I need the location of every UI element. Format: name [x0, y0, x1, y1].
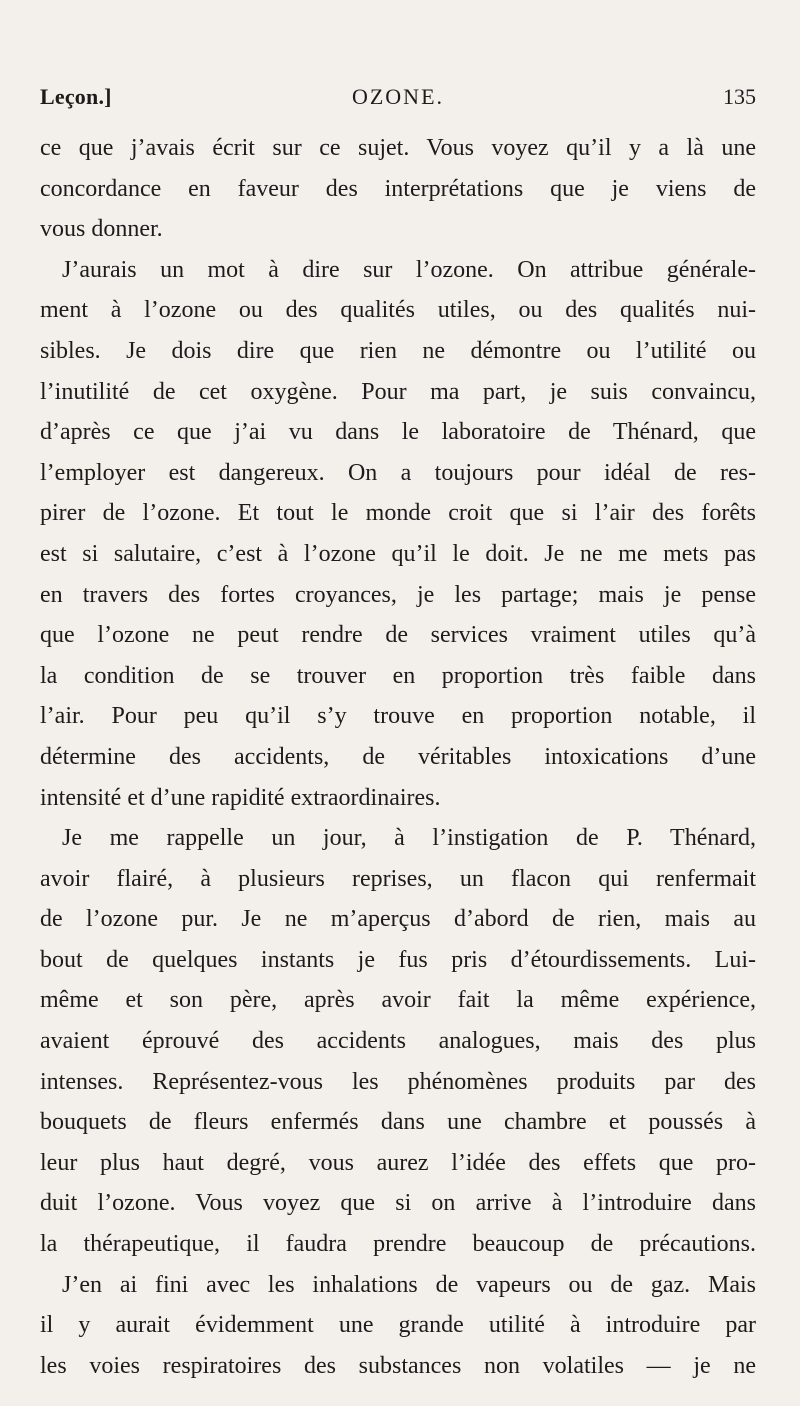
text-line: avaient éprouvé des accidents analogues, mais des plus — [40, 1028, 756, 1055]
text-line: bouquets de fleurs enfermés dans une chambre et poussés à — [40, 1109, 756, 1136]
text-line: Je me rappelle un jour, à l’instigation de P. Thénard, — [62, 825, 756, 852]
text-line: ce que j’avais écrit sur ce sujet. Vous voyez qu’il y a là une — [40, 135, 756, 161]
text-line: d’après ce que j’ai vu dans le laboratoire de Thénard, que — [40, 419, 756, 446]
text-line: pirer de l’ozone. Et tout le monde croit que si l’air des forêts — [40, 500, 756, 527]
text-line: l’inutilité de cet oxygène. Pour ma part, je suis convaincu, — [40, 378, 756, 405]
text-line: J’aurais un mot à dire sur l’ozone. On attribue générale- — [62, 256, 756, 283]
text-line: l’air. Pour peu qu’il s’y trouve en proportion notable, il — [40, 703, 756, 730]
text-line: la thérapeutique, il faudra prendre beaucoup de précautions. — [40, 1231, 756, 1258]
text-line: en travers des fortes croyances, je les partage; mais je pense — [40, 581, 756, 608]
text-line: les voies respiratoires des substances non volatiles — je ne — [40, 1352, 756, 1379]
text-line: détermine des accidents, de véritables intoxications d’une — [40, 743, 756, 770]
text-line: sibles. Je dois dire que rien ne démontre ou l’utilité ou — [40, 337, 756, 364]
header-title: OZONE. — [351, 84, 445, 109]
text-line: même et son père, après avoir fait la même expérience, — [40, 987, 756, 1014]
text-line: J’en ai fini avec les inhalations de vapeurs ou de gaz. Mais — [62, 1271, 756, 1298]
text-line: duit l’ozone. Vous voyez que si on arrive à l’introduire dans — [40, 1190, 756, 1217]
text-line: vous donner. — [40, 216, 163, 243]
header-lesson-label: Leçon.] — [40, 84, 112, 109]
text-line: ment à l’ozone ou des qualités utiles, ou des qualités nui- — [40, 297, 756, 324]
text-line: il y aurait évidemment une grande utilité à introduire par — [40, 1312, 756, 1339]
text-line: concordance en faveur des interprétations que je viens de — [40, 175, 756, 202]
text-line: bout de quelques instants je fus pris d’étourdissements. Lui- — [40, 946, 756, 973]
text-line: la condition de se trouver en proportion très faible dans — [40, 662, 756, 689]
page-number: 135 — [723, 84, 756, 109]
text-line: l’employer est dangereux. On a toujours pour idéal de res- — [40, 459, 756, 486]
text-line: est si salutaire, c’est à l’ozone qu’il le doit. Je ne me mets pas — [40, 540, 756, 567]
text-line: avoir flairé, à plusieurs reprises, un flacon qui renfermait — [40, 865, 756, 892]
text-line: de l’ozone pur. Je ne m’aperçus d’abord de rien, mais au — [40, 906, 756, 933]
text-line: que l’ozone ne peut rendre de services vraiment utiles qu’à — [40, 622, 756, 649]
body-text — [40, 128, 756, 1386]
text-line: intensité et d’une rapidité extraordinaires. — [40, 784, 441, 811]
text-line: leur plus haut degré, vous aurez l’idée des effets que pro- — [40, 1149, 756, 1176]
running-header — [40, 84, 756, 120]
text-line: intenses. Représentez-vous les phénomènes produits par des — [40, 1068, 756, 1095]
